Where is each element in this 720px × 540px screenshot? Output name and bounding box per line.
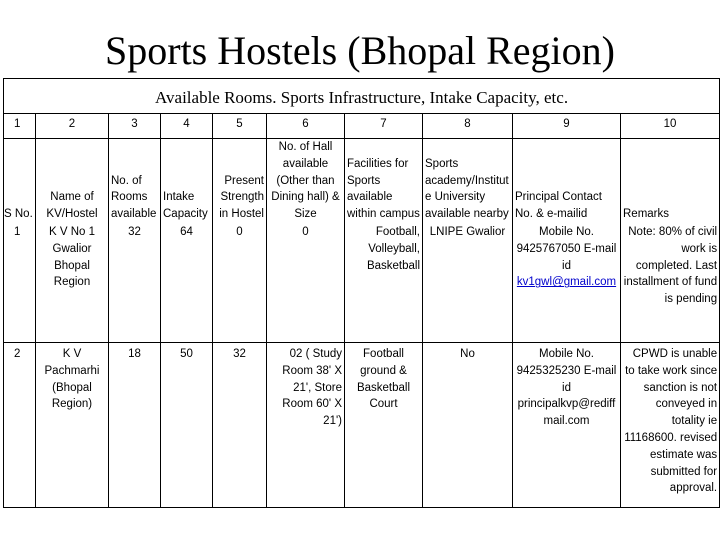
cell-rooms: 18 [109,343,161,508]
cell-name: K V No 1 Gwalior Bhopal Region [36,224,109,343]
cell-remarks: CPWD is unable to take work since sanction is not conveyed in totality ie 11168600. revised estimate was submitted for approval. [621,343,720,508]
hostels-table [3,78,720,508]
column-number-row [4,114,720,139]
header-rooms: No. of Rooms available [109,139,161,225]
cell-principal: Mobile No. 9425325230 E-mail id principalkvp@rediffmail.com [513,343,621,508]
header-strength: Present Strength in Hostel [213,139,267,225]
cell-hall: 02 ( Study Room 38' X 21', Store Room 60' X 21') [267,343,345,508]
principal-contact: Mobile No. 9425767050 E-mail id [516,226,617,272]
column-number: 4 [161,114,213,139]
header-sno: S No. [4,139,36,225]
page-title: Sports Hostels (Bhopal Region) [105,28,615,73]
cell-academy: No [423,343,513,508]
cell-strength: 0 [213,224,267,343]
header-academy: Sports academy/Institute University available nearby [423,139,513,225]
column-number: 7 [345,114,423,139]
cell-facilities: Football, Volleyball, Basketball [345,224,423,343]
header-name: Name of KV/Hostel [36,139,109,225]
cell-rooms: 32 [109,224,161,343]
cell-intake: 50 [161,343,213,508]
header-principal: Principal Contact No. & e-mailid [513,139,621,225]
table-caption: Available Rooms. Sports Infrastructure, Intake Capacity, etc. [4,79,720,114]
cell-facilities: Football ground & Basketball Court [345,343,423,508]
cell-name: K V Pachmarhi (Bhopal Region) [36,343,109,508]
header-remarks: Remarks [621,139,720,225]
column-number: 5 [213,114,267,139]
column-number: 9 [513,114,621,139]
cell-academy: LNIPE Gwalior [423,224,513,343]
principal-email-link[interactable]: kv1gwl@gmail.com [516,276,617,289]
header-hall: No. of Hall available (Other than Dining hall) & Size [267,139,345,225]
table-row [4,224,720,343]
header-facilities: Facilities for Sports available within campus [345,139,423,225]
cell-remarks: Note: 80% of civil work is completed. Last installment of fund is pending [621,224,720,343]
column-number: 1 [4,114,36,139]
column-number: 8 [423,114,513,139]
header-row [4,139,720,225]
column-number: 3 [109,114,161,139]
column-number: 6 [267,114,345,139]
header-intake: Intake Capacity [161,139,213,225]
cell-hall: 0 [267,224,345,343]
column-number: 10 [621,114,720,139]
cell-principal [513,224,621,343]
column-number: 2 [36,114,109,139]
cell-strength: 32 [213,343,267,508]
table-row [4,343,720,508]
cell-sno: 2 [4,343,36,508]
cell-intake: 64 [161,224,213,343]
cell-sno: 1 [4,224,36,343]
